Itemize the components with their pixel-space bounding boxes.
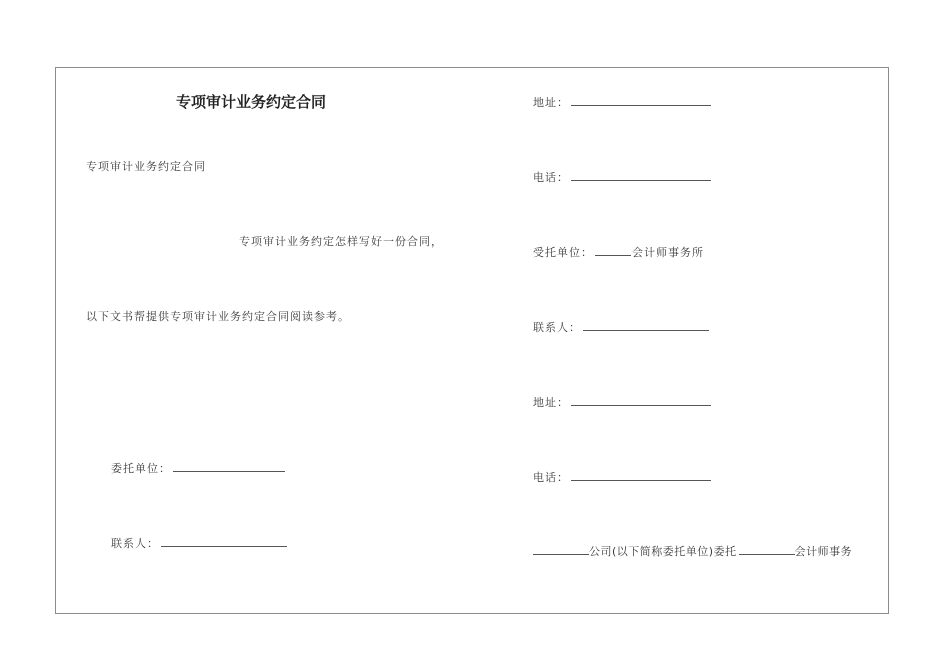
document-title: 专项审计业务约定合同	[176, 93, 327, 111]
trustee-unit-field	[533, 244, 704, 260]
engagement-clause	[533, 543, 852, 559]
address-blank-2	[571, 394, 711, 406]
trustee-contact-label: 联系人：	[533, 321, 581, 334]
trustee-unit-suffix: 会计师事务所	[632, 246, 704, 259]
firm-blank	[739, 543, 795, 555]
client-contact-blank	[161, 535, 287, 547]
client-unit-blank	[173, 460, 285, 472]
intro-line-1: 专项审计业务约定怎样写好一份合同，	[239, 235, 443, 248]
clause-part-2: 会计师事务	[794, 545, 853, 558]
trustee-contact-field	[533, 319, 709, 335]
client-contact-field	[111, 535, 287, 551]
phone-blank-2	[571, 469, 711, 481]
trustee-contact-blank	[583, 319, 709, 331]
address-label-1: 地址：	[533, 96, 569, 109]
address-field-1	[533, 94, 711, 110]
address-blank-1	[571, 94, 711, 106]
company-blank	[533, 543, 589, 555]
phone-label-2: 电话：	[533, 471, 569, 484]
phone-field-1	[533, 169, 711, 185]
trustee-unit-label: 受托单位：	[533, 246, 593, 259]
client-unit-label: 委托单位：	[111, 462, 171, 475]
phone-blank-1	[571, 169, 711, 181]
client-unit-field	[111, 460, 285, 476]
clause-part-1: 公司(以下简称委托单位)委托	[589, 545, 737, 558]
trustee-unit-blank	[595, 244, 631, 256]
document-page	[55, 67, 889, 614]
address-label-2: 地址：	[533, 396, 569, 409]
client-contact-label: 联系人：	[111, 537, 159, 550]
intro-line-2: 以下文书帮提供专项审计业务约定合同阅读参考。	[86, 310, 350, 323]
phone-field-2	[533, 469, 711, 485]
subtitle: 专项审计业务约定合同	[86, 160, 206, 173]
address-field-2	[533, 394, 711, 410]
phone-label-1: 电话：	[533, 171, 569, 184]
